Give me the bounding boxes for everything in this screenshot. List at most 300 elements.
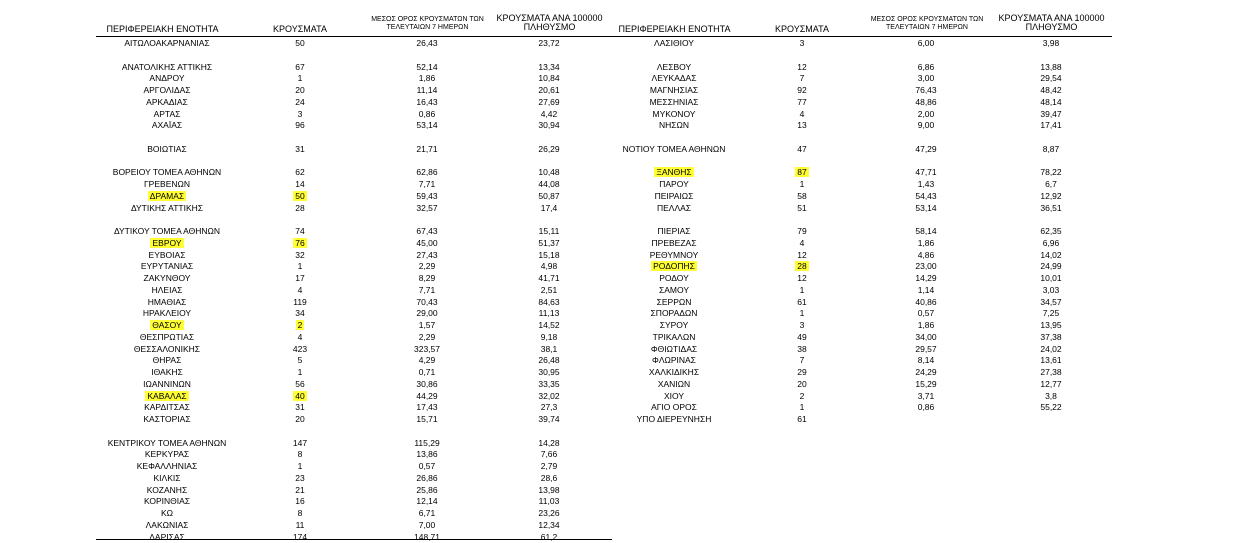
per100k-cell bbox=[1011, 366, 1091, 378]
region-cell-text: ΓΡΕΒΕΝΩΝ bbox=[144, 179, 190, 189]
region-cell-text: ΦΘΙΩΤΙΔΑΣ bbox=[650, 343, 698, 354]
avg-cell bbox=[886, 296, 966, 308]
avg-cell-text: 29,57 bbox=[915, 343, 937, 354]
table-row bbox=[0, 331, 1235, 343]
cases-cell bbox=[772, 166, 832, 178]
avg-cell-text: 1,43 bbox=[917, 179, 935, 189]
per100k-cell-text: 39,47 bbox=[1040, 108, 1062, 119]
avg-cell-text: 23,00 bbox=[915, 261, 937, 272]
avg-cell-text: 0,57 bbox=[418, 461, 436, 471]
per100k-cell-text: 11,13 bbox=[538, 308, 560, 319]
region-cell bbox=[97, 484, 237, 496]
per100k-cell-text: 26,48 bbox=[538, 355, 560, 366]
region-cell bbox=[604, 190, 744, 202]
per100k-cell-text: 30,95 bbox=[538, 367, 560, 377]
per100k-cell-text: 14,02 bbox=[1040, 249, 1062, 260]
per100k-cell-text: 23,72 bbox=[538, 38, 560, 48]
region-cell bbox=[604, 178, 744, 190]
cases-cell-text: 1 bbox=[799, 179, 805, 189]
region-cell bbox=[604, 119, 744, 131]
cases-cell bbox=[772, 401, 832, 413]
per100k-cell-text: 20,61 bbox=[538, 85, 560, 95]
cases-cell-text: 14 bbox=[295, 179, 305, 189]
cases-cell-text: 2 bbox=[297, 320, 303, 330]
avg-cell bbox=[886, 37, 966, 49]
avg-cell-text: 0,86 bbox=[418, 108, 436, 119]
avg-cell bbox=[886, 413, 966, 425]
avg-cell bbox=[886, 354, 966, 366]
cases-cell bbox=[270, 448, 330, 460]
region-cell bbox=[97, 472, 237, 484]
cases-cell-text: 76 bbox=[295, 237, 305, 248]
avg-cell-text: 3,71 bbox=[917, 390, 935, 401]
per100k-cell-text: 3,98 bbox=[1042, 38, 1060, 48]
avg-cell bbox=[886, 166, 966, 178]
table-row bbox=[0, 225, 1235, 237]
avg-cell bbox=[387, 448, 467, 460]
cases-cell bbox=[270, 484, 330, 496]
per100k-cell bbox=[1011, 413, 1091, 425]
region-cell-text: ΝΗΣΩΝ bbox=[658, 120, 690, 131]
right-header-avg: ΜΕΣΟΣ ΟΡΟΣ ΚΡΟΥΣΜΑΤΩΝ ΤΩΝ ΤΕΛΕΥΤΑΙΩΝ 7 ΗΜΕΡΩΝ bbox=[870, 16, 984, 31]
region-cell-text: ΛΕΥΚΑΔΑΣ bbox=[651, 73, 697, 84]
cases-cell bbox=[772, 84, 832, 96]
per100k-cell bbox=[1011, 202, 1091, 214]
cases-cell-text: 12 bbox=[797, 273, 807, 283]
region-cell bbox=[604, 37, 744, 49]
per100k-cell-text: 44,08 bbox=[538, 179, 560, 189]
cases-cell-text: 423 bbox=[292, 343, 308, 354]
cases-cell-text: 1 bbox=[297, 367, 303, 377]
avg-cell-text: 13,86 bbox=[416, 449, 438, 460]
avg-cell-text: 53,14 bbox=[416, 120, 438, 131]
per100k-cell bbox=[509, 507, 589, 519]
per100k-cell-text: 2,79 bbox=[540, 461, 558, 471]
table-row bbox=[0, 390, 1235, 402]
cases-cell bbox=[772, 96, 832, 108]
table-row bbox=[0, 237, 1235, 249]
per100k-cell-text: 55,22 bbox=[1040, 402, 1062, 413]
cases-cell-text: 3 bbox=[799, 38, 805, 48]
cases-cell bbox=[772, 272, 832, 284]
region-cell bbox=[97, 448, 237, 460]
avg-cell-text: 47,71 bbox=[915, 167, 937, 178]
cases-cell-text: 32 bbox=[295, 249, 305, 260]
per100k-cell bbox=[1011, 108, 1091, 120]
cases-cell-text: 1 bbox=[297, 461, 303, 471]
table-row bbox=[0, 84, 1235, 96]
avg-cell-text: 27,43 bbox=[416, 249, 438, 260]
avg-cell-text: 48,86 bbox=[915, 96, 937, 107]
avg-cell-text: 115,29 bbox=[414, 437, 440, 448]
cases-cell bbox=[270, 495, 330, 507]
cases-cell-text: 87 bbox=[797, 167, 807, 178]
cases-cell-text: 12 bbox=[797, 61, 807, 72]
region-cell-text: ΑΓΙΟ ΟΡΟΣ bbox=[651, 402, 697, 413]
avg-cell-text: 2,29 bbox=[418, 331, 436, 342]
per100k-cell-text: 23,26 bbox=[538, 508, 560, 518]
table-row bbox=[0, 507, 1235, 519]
per100k-cell bbox=[1011, 96, 1091, 108]
region-cell-text: ΚΙΛΚΙΣ bbox=[153, 472, 181, 483]
cases-cell-text: 31 bbox=[295, 143, 305, 154]
per100k-cell-text: 13,95 bbox=[1040, 320, 1062, 330]
avg-cell-text: 1,86 bbox=[917, 320, 935, 330]
region-cell-text: ΕΒΡΟΥ bbox=[152, 237, 182, 248]
per100k-cell-text: 12,92 bbox=[1040, 190, 1062, 201]
avg-cell bbox=[886, 366, 966, 378]
cases-cell-text: 147 bbox=[292, 437, 308, 448]
per100k-cell bbox=[1011, 166, 1091, 178]
cases-cell bbox=[270, 460, 330, 472]
cases-cell-text: 16 bbox=[295, 496, 305, 507]
per100k-cell-text: 27,3 bbox=[540, 402, 558, 413]
per100k-cell-text: 38,1 bbox=[540, 343, 558, 354]
cases-cell-text: 3 bbox=[799, 320, 805, 330]
cases-cell-text: 1 bbox=[799, 402, 805, 413]
table-row bbox=[0, 119, 1235, 131]
avg-cell-text: 1,57 bbox=[418, 320, 436, 330]
avg-cell bbox=[886, 190, 966, 202]
table-row bbox=[0, 366, 1235, 378]
region-cell bbox=[604, 284, 744, 296]
table-row bbox=[0, 319, 1235, 331]
region-cell bbox=[604, 84, 744, 96]
region-cell bbox=[97, 460, 237, 472]
per100k-cell-text: 78,22 bbox=[1040, 167, 1062, 178]
avg-cell bbox=[886, 202, 966, 214]
region-cell-text: ΣΠΟΡΑΔΩΝ bbox=[650, 308, 698, 319]
per100k-cell-text: 8,87 bbox=[1042, 143, 1060, 154]
region-cell bbox=[604, 72, 744, 84]
cases-cell bbox=[772, 202, 832, 214]
table-row bbox=[0, 72, 1235, 84]
avg-cell-text: 0,57 bbox=[917, 308, 935, 319]
region-cell bbox=[604, 143, 744, 155]
table-row bbox=[0, 272, 1235, 284]
avg-cell-text: 14,29 bbox=[915, 273, 937, 283]
cases-cell bbox=[772, 366, 832, 378]
per100k-cell bbox=[1011, 343, 1091, 355]
avg-cell-text: 8,29 bbox=[418, 273, 436, 283]
per100k-cell bbox=[1011, 190, 1091, 202]
region-cell-text: ΘΑΣΟΥ bbox=[152, 320, 182, 330]
per100k-cell bbox=[1011, 354, 1091, 366]
region-cell-text: ΔΡΑΜΑΣ bbox=[149, 190, 185, 201]
region-cell-text: ΑΝΑΤΟΛΙΚΗΣ ΑΤΤΙΚΗΣ bbox=[121, 61, 213, 72]
cases-cell-text: 61 bbox=[797, 296, 807, 307]
region-cell bbox=[604, 249, 744, 261]
region-cell-text: ΚΟΖΑΝΗΣ bbox=[146, 484, 188, 495]
avg-cell-text: 1,86 bbox=[917, 237, 935, 248]
avg-cell bbox=[886, 143, 966, 155]
cases-cell bbox=[772, 260, 832, 272]
right-header-cases: ΚΡΟΥΣΜΑΤΑ bbox=[775, 24, 829, 34]
region-cell-text: ΛΑΚΩΝΙΑΣ bbox=[145, 519, 189, 530]
avg-cell-text: 15,29 bbox=[915, 378, 937, 389]
table-row bbox=[0, 61, 1235, 73]
region-cell-text: ΘΗΡΑΣ bbox=[152, 355, 182, 366]
region-cell-text: ΚΩ bbox=[160, 508, 174, 518]
per100k-cell-text: 13,61 bbox=[1040, 355, 1062, 366]
avg-cell-text: 1,14 bbox=[917, 284, 935, 295]
region-cell-text: ΦΛΩΡΙΝΑΣ bbox=[652, 355, 696, 366]
avg-cell-text: 40,86 bbox=[915, 296, 937, 307]
region-cell bbox=[604, 319, 744, 331]
region-cell-text: ΑΡΚΑΔΙΑΣ bbox=[146, 96, 188, 107]
per100k-cell bbox=[1011, 319, 1091, 331]
avg-cell bbox=[886, 178, 966, 190]
per100k-cell-text: 17,4 bbox=[540, 202, 558, 213]
region-cell-text: ΧΑΝΙΩΝ bbox=[657, 378, 691, 389]
region-cell-text: ΑΡΓΟΛΙΔΑΣ bbox=[143, 85, 191, 95]
region-cell-text: ΒΟΡΕΙΟΥ ΤΟΜΕΑ ΑΘΗΝΩΝ bbox=[112, 167, 222, 178]
cases-cell-text: 79 bbox=[797, 226, 807, 236]
table-row bbox=[0, 143, 1235, 155]
avg-cell-text: 6,71 bbox=[418, 508, 436, 518]
cases-cell-text: 50 bbox=[295, 190, 305, 201]
avg-cell bbox=[886, 319, 966, 331]
region-cell-text: ΡΟΔΟΥ bbox=[659, 273, 689, 283]
region-cell bbox=[604, 225, 744, 237]
avg-cell bbox=[886, 72, 966, 84]
avg-cell-text: 4,29 bbox=[418, 355, 436, 366]
avg-cell-text: 12,14 bbox=[416, 496, 438, 507]
region-cell bbox=[97, 531, 237, 543]
cases-cell bbox=[270, 531, 330, 543]
per100k-cell-text: 48,14 bbox=[1040, 96, 1062, 107]
cases-cell-text: 1 bbox=[799, 308, 805, 319]
region-cell-text: ΛΕΣΒΟΥ bbox=[656, 61, 692, 72]
region-cell bbox=[604, 108, 744, 120]
cases-cell-text: 11 bbox=[295, 519, 305, 530]
per100k-cell-text: 15,18 bbox=[538, 249, 560, 260]
avg-cell-text: 54,43 bbox=[915, 190, 937, 201]
avg-cell-text: 44,29 bbox=[416, 390, 438, 401]
cases-cell-text: 1 bbox=[297, 73, 303, 84]
per100k-cell-text: 26,29 bbox=[538, 143, 560, 154]
per100k-cell-text: 24,99 bbox=[1040, 261, 1062, 272]
cases-cell bbox=[772, 108, 832, 120]
per100k-cell-text: 10,48 bbox=[538, 167, 560, 178]
avg-cell-text: 47,29 bbox=[915, 143, 937, 154]
table-row bbox=[0, 472, 1235, 484]
per100k-cell-text: 17,41 bbox=[1040, 120, 1062, 131]
per100k-cell bbox=[509, 437, 589, 449]
region-cell bbox=[604, 296, 744, 308]
cases-cell-text: 5 bbox=[297, 355, 303, 366]
avg-cell bbox=[387, 519, 467, 531]
per100k-cell bbox=[1011, 143, 1091, 155]
cases-cell bbox=[772, 378, 832, 390]
cases-cell-text: 28 bbox=[295, 202, 305, 213]
per100k-cell-text: 51,37 bbox=[538, 237, 560, 248]
per100k-cell bbox=[1011, 61, 1091, 73]
cases-cell-text: 7 bbox=[799, 355, 805, 366]
cases-cell-text: 67 bbox=[295, 61, 305, 72]
cases-cell bbox=[772, 413, 832, 425]
avg-cell-text: 0,86 bbox=[917, 402, 935, 413]
cases-cell-text: 3 bbox=[297, 108, 303, 119]
per100k-cell-text: 14,28 bbox=[538, 437, 560, 448]
region-cell bbox=[604, 378, 744, 390]
cases-cell-text: 31 bbox=[295, 402, 305, 413]
cases-cell-text: 23 bbox=[295, 472, 305, 483]
table-row bbox=[0, 166, 1235, 178]
avg-cell-text: 70,43 bbox=[416, 296, 438, 307]
region-cell-text: ΘΕΣΠΡΩΤΙΑΣ bbox=[139, 331, 195, 342]
avg-cell-text: 6,00 bbox=[917, 38, 935, 48]
cases-cell bbox=[772, 296, 832, 308]
cases-cell bbox=[772, 390, 832, 402]
per100k-cell bbox=[509, 519, 589, 531]
avg-cell-text: 67,43 bbox=[416, 226, 438, 236]
cases-cell bbox=[772, 190, 832, 202]
table-row bbox=[0, 307, 1235, 319]
avg-cell bbox=[387, 472, 467, 484]
per100k-cell bbox=[1011, 119, 1091, 131]
per100k-cell-text: 84,63 bbox=[538, 296, 560, 307]
table-row bbox=[0, 202, 1235, 214]
avg-cell-text: 53,14 bbox=[915, 202, 937, 213]
per100k-cell bbox=[509, 531, 589, 543]
cases-cell-text: 174 bbox=[292, 531, 308, 542]
cases-cell-text: 77 bbox=[797, 96, 807, 107]
region-cell-text: ΣΥΡΟΥ bbox=[659, 320, 689, 330]
table-row bbox=[0, 401, 1235, 413]
region-cell bbox=[604, 166, 744, 178]
avg-cell bbox=[886, 307, 966, 319]
region-cell-text: ΜΕΣΣΗΝΙΑΣ bbox=[649, 96, 699, 107]
per100k-cell-text: 27,69 bbox=[538, 96, 560, 107]
cases-cell-text: 1 bbox=[799, 284, 805, 295]
region-cell-text: ΔΥΤΙΚΟΥ ΤΟΜΕΑ ΑΘΗΝΩΝ bbox=[113, 226, 221, 236]
region-cell-text: ΧΙΟΥ bbox=[663, 390, 685, 401]
cases-cell-text: 92 bbox=[797, 85, 807, 95]
region-cell-text: ΚΕΡΚΥΡΑΣ bbox=[144, 449, 190, 460]
avg-cell-text: 59,43 bbox=[416, 190, 438, 201]
per100k-cell-text: 13,88 bbox=[1040, 61, 1062, 72]
avg-cell-text: 26,86 bbox=[416, 472, 438, 483]
avg-cell bbox=[886, 331, 966, 343]
region-cell-text: ΚΕΦΑΛΛΗΝΙΑΣ bbox=[136, 461, 198, 471]
region-cell-text: ΣΑΜΟΥ bbox=[658, 284, 689, 295]
avg-cell bbox=[886, 108, 966, 120]
per100k-cell bbox=[1011, 284, 1091, 296]
cases-cell bbox=[772, 143, 832, 155]
avg-cell-text: 34,00 bbox=[915, 331, 937, 342]
per100k-cell-text: 10,01 bbox=[1040, 273, 1062, 283]
avg-cell bbox=[886, 61, 966, 73]
table-row bbox=[0, 484, 1235, 496]
avg-cell bbox=[387, 437, 467, 449]
region-cell bbox=[604, 401, 744, 413]
region-cell-text: ΣΕΡΡΩΝ bbox=[656, 296, 692, 307]
cases-cell-text: 62 bbox=[295, 167, 305, 178]
per100k-cell-text: 37,38 bbox=[1040, 331, 1062, 342]
avg-cell bbox=[387, 484, 467, 496]
avg-cell-text: 7,71 bbox=[418, 179, 436, 189]
avg-cell-text: 24,29 bbox=[915, 367, 937, 377]
avg-cell-text: 4,86 bbox=[917, 249, 935, 260]
region-cell-text: ΒΟΙΩΤΙΑΣ bbox=[147, 143, 187, 154]
region-cell bbox=[604, 61, 744, 73]
per100k-cell bbox=[509, 448, 589, 460]
per100k-cell bbox=[509, 460, 589, 472]
per100k-cell-text: 4,98 bbox=[540, 261, 558, 272]
region-cell-text: ΡΟΔΟΠΗΣ bbox=[653, 261, 695, 272]
per100k-cell-text: 48,42 bbox=[1040, 85, 1062, 95]
per100k-cell-text: 28,6 bbox=[540, 472, 558, 483]
region-cell-text: ΠΑΡΟΥ bbox=[659, 179, 689, 189]
per100k-cell-text: 39,74 bbox=[538, 414, 560, 424]
per100k-cell-text: 7,25 bbox=[1042, 308, 1060, 319]
cases-cell-text: 17 bbox=[295, 273, 305, 283]
cases-cell-text: 47 bbox=[797, 143, 807, 154]
table-row bbox=[0, 378, 1235, 390]
table-row bbox=[0, 413, 1235, 425]
cases-cell-text: 7 bbox=[799, 73, 805, 84]
per100k-cell-text: 36,51 bbox=[1040, 202, 1062, 213]
cases-cell-text: 4 bbox=[799, 108, 805, 119]
region-cell bbox=[604, 331, 744, 343]
cases-cell-text: 50 bbox=[295, 38, 305, 48]
avg-cell bbox=[886, 249, 966, 261]
avg-cell-text: 58,14 bbox=[915, 226, 937, 236]
per100k-cell-text: 30,94 bbox=[538, 120, 560, 131]
cases-cell bbox=[772, 72, 832, 84]
per100k-cell-text: 34,57 bbox=[1040, 296, 1062, 307]
region-cell bbox=[604, 272, 744, 284]
cases-cell bbox=[772, 178, 832, 190]
per100k-cell-text: 14,52 bbox=[538, 320, 560, 330]
avg-cell-text: 0,71 bbox=[418, 367, 436, 377]
per100k-cell bbox=[1011, 390, 1091, 402]
region-cell-text: ΧΑΛΚΙΔΙΚΗΣ bbox=[648, 367, 700, 377]
avg-cell bbox=[387, 507, 467, 519]
region-cell-text: ΙΩΑΝΝΙΝΩΝ bbox=[143, 378, 191, 389]
avg-cell bbox=[886, 284, 966, 296]
cases-cell-text: 21 bbox=[295, 484, 305, 495]
avg-cell-text: 21,71 bbox=[416, 143, 438, 154]
cases-cell-text: 28 bbox=[797, 261, 807, 272]
per100k-cell bbox=[1011, 378, 1091, 390]
avg-cell-text: 1,86 bbox=[418, 73, 436, 84]
per100k-cell bbox=[1011, 296, 1091, 308]
cases-cell bbox=[270, 472, 330, 484]
cases-cell bbox=[270, 437, 330, 449]
cases-cell-text: 8 bbox=[297, 508, 303, 518]
per100k-cell-text: 15,11 bbox=[538, 226, 560, 236]
cases-cell bbox=[270, 507, 330, 519]
region-cell bbox=[604, 96, 744, 108]
avg-cell-text: 148,71 bbox=[414, 531, 440, 542]
table-row bbox=[0, 178, 1235, 190]
cases-cell-text: 61 bbox=[797, 414, 807, 424]
table-row bbox=[0, 519, 1235, 531]
table-row bbox=[0, 354, 1235, 366]
per100k-cell bbox=[1011, 84, 1091, 96]
cases-cell-text: 8 bbox=[297, 449, 303, 460]
per100k-cell-text: 12,34 bbox=[538, 519, 560, 530]
avg-cell-text: 17,43 bbox=[416, 402, 438, 413]
avg-cell bbox=[886, 401, 966, 413]
avg-cell-text: 7,71 bbox=[418, 284, 436, 295]
per100k-cell bbox=[509, 484, 589, 496]
avg-cell-text: 7,00 bbox=[418, 519, 436, 530]
cases-cell-text: 20 bbox=[295, 414, 305, 424]
region-cell-text: ΗΜΑΘΙΑΣ bbox=[147, 296, 187, 307]
